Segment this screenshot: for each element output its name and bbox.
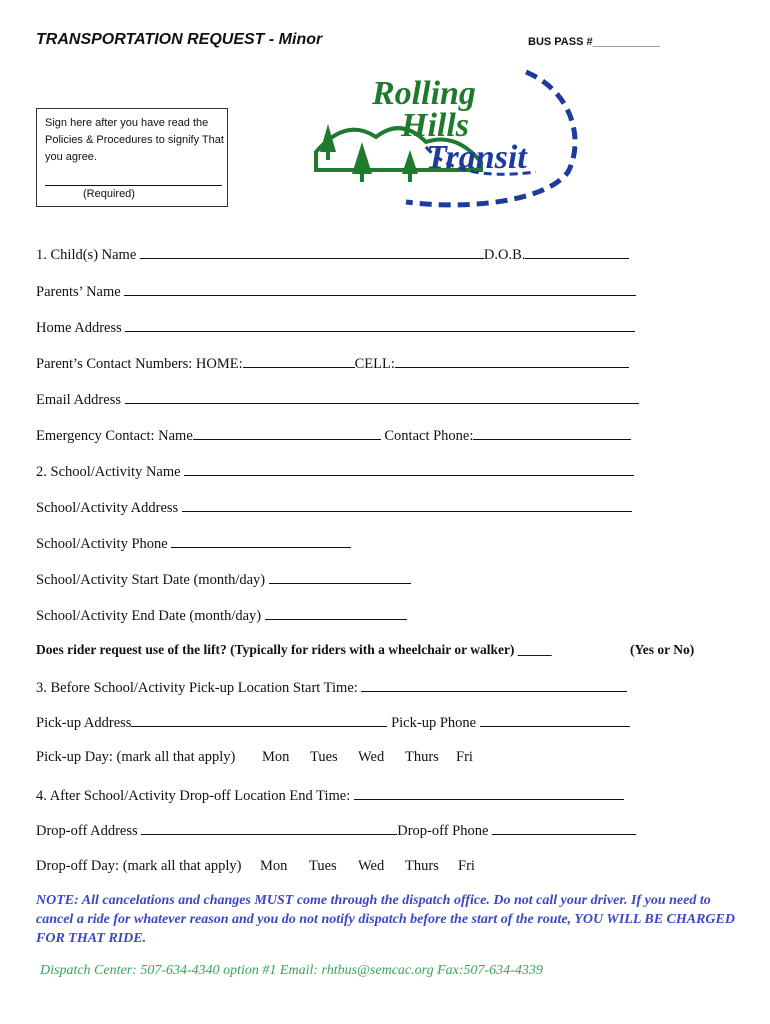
bus-pass-field[interactable]: BUS PASS #___________ [528,36,660,48]
dropoff-day-mon[interactable]: Mon [260,858,288,874]
pickup-address-label: Pick-up Address [36,715,132,731]
pickup-phone-input[interactable] [480,711,630,727]
lift-question: Does rider request use of the lift? (Typically for riders with a wheelchair or walker) [36,642,515,657]
school-name-input[interactable] [184,460,634,476]
rolling-hills-transit-logo [306,62,588,215]
dob-input[interactable] [525,243,629,259]
emergency-contact-label: Emergency Contact: Name [36,428,193,444]
lift-row [36,640,552,660]
home-phone-input[interactable] [243,352,355,368]
school-address-row [36,496,632,516]
pickup-phone-label: Pick-up Phone [391,715,477,731]
dropoff-address-input[interactable] [141,819,397,835]
logo-transit: Transit [426,139,527,176]
logo-hills: Hills [401,107,470,144]
school-name-row [36,460,634,480]
parent-contact-row [36,352,629,372]
child-name-row [36,243,629,263]
lift-answer-hint: (Yes or No) [630,642,695,657]
signature-line[interactable] [45,185,222,186]
dropoff-time-label: 4. After School/Activity Drop-off Location End Time: [36,788,351,804]
email-row [36,388,639,408]
dispatch-contact-info: Dispatch Center: 507-634-4340 option #1 Email: rhtbus@semcac.org Fax:507-634-4339 [40,963,543,978]
dropoff-address-label: Drop-off Address [36,823,138,839]
dob-label: D.O.B. [483,247,526,263]
emergency-contact-row [36,424,631,444]
child-name-label: 1. Child(s) Name [36,247,137,263]
parents-name-input[interactable] [124,280,636,296]
pickup-day-row [36,747,736,767]
pickup-time-label: 3. Before School/Activity Pick-up Location Start Time: [36,680,358,696]
pickup-day-tues[interactable]: Tues [310,749,338,765]
dropoff-time-input[interactable] [354,784,624,800]
dropoff-phone-label: Drop-off Phone [397,823,489,839]
logo-rolling: Rolling [372,75,476,112]
parents-name-label: Parents’ Name [36,284,121,300]
email-input[interactable] [125,388,639,404]
pickup-address-input[interactable] [131,711,387,727]
emergency-name-input[interactable] [193,424,381,440]
logo-graphic [306,62,588,210]
school-phone-row [36,532,351,552]
contact-phone-input[interactable] [473,424,631,440]
home-address-row [36,316,635,336]
dropoff-address-row [36,819,636,839]
dropoff-phone-input[interactable] [492,819,636,835]
dropoff-time-row [36,784,624,804]
dropoff-day-fri[interactable]: Fri [458,858,475,874]
school-address-label: School/Activity Address [36,500,179,516]
start-date-input[interactable] [269,568,411,584]
pickup-day-fri[interactable]: Fri [456,749,473,765]
pickup-day-thurs[interactable]: Thurs [405,749,439,765]
signature-instructions: Sign here after you have read the Policies & Procedures to signify That you agree. [45,117,224,163]
home-address-label: Home Address [36,320,122,336]
lift-answer-input[interactable]: _____ [517,642,552,657]
dropoff-day-label: Drop-off Day: (mark all that apply) [36,858,242,874]
school-address-input[interactable] [182,496,632,512]
pickup-time-input[interactable] [361,676,627,692]
parent-contact-label: Parent’s Contact Numbers: HOME: [36,356,243,372]
pickup-time-row [36,676,627,696]
cell-phone-input[interactable] [395,352,629,368]
pickup-day-mon[interactable]: Mon [262,749,290,765]
pickup-day-label: Pick-up Day: (mark all that apply) [36,749,236,765]
start-date-label: School/Activity Start Date (month/day) [36,572,266,588]
dropoff-day-wed[interactable]: Wed [358,858,385,874]
pickup-address-row [36,711,630,731]
home-address-input[interactable] [125,316,635,332]
contact-phone-label: Contact Phone: [384,428,474,444]
end-date-label: School/Activity End Date (month/day) [36,608,262,624]
dropoff-day-tues[interactable]: Tues [309,858,337,874]
child-name-input[interactable] [140,243,484,259]
pickup-day-wed[interactable]: Wed [358,749,385,765]
dropoff-day-row [36,856,736,876]
school-phone-label: School/Activity Phone [36,536,168,552]
signature-box[interactable] [36,108,228,207]
cancellation-note: NOTE: All cancelations and changes MUST come through the dispatch office. Do not call your driver. If you need to cancel a ride for whatever reason and you do not notify dispatch before the start of the route, YOU WILL BE CHARGED FOR THAT RIDE. [36,893,735,946]
signature-required-label: (Required) [83,188,135,200]
end-date-row [36,604,407,624]
end-date-input[interactable] [265,604,407,620]
school-name-label: 2. School/Activity Name [36,464,181,480]
school-phone-input[interactable] [171,532,351,548]
dropoff-day-thurs[interactable]: Thurs [405,858,439,874]
parents-name-row [36,280,636,300]
email-label: Email Address [36,392,121,408]
form-title: TRANSPORTATION REQUEST - Minor [36,31,323,48]
start-date-row [36,568,411,588]
cell-label: CELL: [354,356,395,372]
